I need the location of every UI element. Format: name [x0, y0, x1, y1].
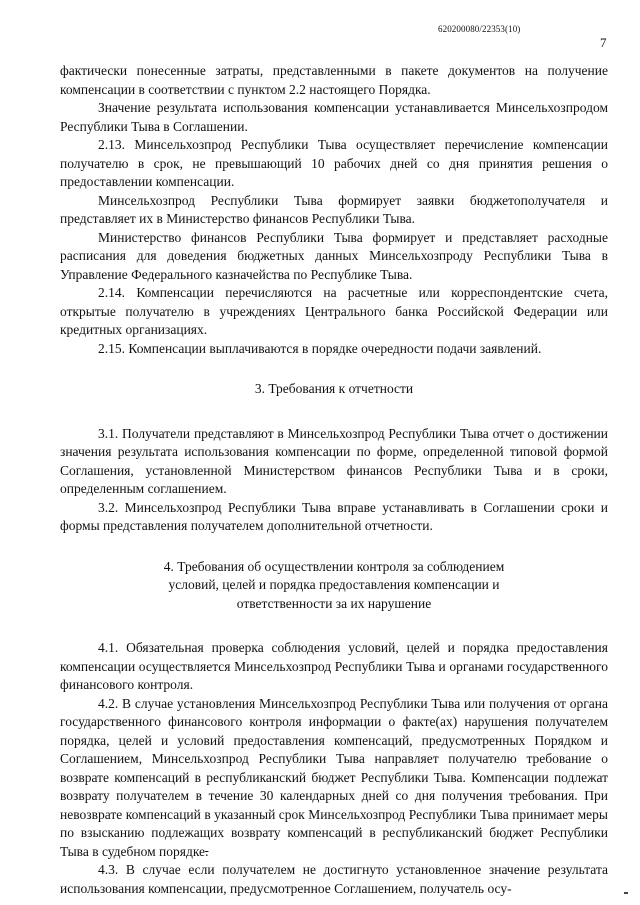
- paragraph-3-2: 3.2. Минсельхозпрод Республики Тыва вправе устанавливать в Соглашении сроки и формы представления получателем дополнительной отчетности.: [60, 499, 608, 533]
- paragraph-2-14: 2.14. Компенсации перечисляются на расчетные или корреспондентские счета, открытые получателю в учреждениях Центрального банка Российской Федерации или кредитных организациях.: [60, 285, 608, 337]
- section-4-heading-line: ответственности за их нарушение: [236, 595, 432, 611]
- spacer: [60, 399, 608, 425]
- paragraph-4-2-text: 4.2. В случае установления Минсельхозпрод Республики Тыва или получения от органа государственного финансового контроля информации о факте(ах) нарушения получателем порядка, целей и условий предоставления компенсаций, предусмотренных Порядком и Соглашением, Минсельхозпрод Республики Тыва направляет получателю требование о возврате компенсаций в республиканский бюджет Республики Тыва. Компенсации подлежат возврату получателем в течение 30 календарных дней со дня получения требования. При невозврате компенсаций в указанный срок Минсельхозпрод Республики Тыва принимает меры по взысканию подлежащих возврату компенсаций в республиканский бюджет Республики Тыва в судебном порядке: [60, 695, 608, 859]
- page-number: 7: [600, 35, 607, 50]
- section-3-heading: 3. Требования к отчетности: [254, 381, 414, 396]
- section-4-heading-line: 4. Требования об осуществлении контроля за соблюдением: [163, 558, 505, 574]
- document-id: 620200080/22353(10): [438, 24, 521, 34]
- paragraph-result-value: Значение результата использования компенсации устанавливается Минсельхозпродом Республики Тыва в Соглашении.: [60, 100, 608, 134]
- paragraph-2-15: 2.15. Компенсации выплачиваются в порядке очередности подачи заявлений.: [98, 340, 542, 356]
- document-body: [60, 62, 608, 898]
- paragraph-2-13: 2.13. Минсельхозпрод Республики Тыва осуществляет перечисление компенсации получателю в срок, не превышающий 10 рабочих дней со дня принятия решения о предоставлении компенсации.: [60, 137, 608, 189]
- paragraph-4-1: 4.1. Обязательная проверка соблюдения условий, целей и порядка предоставления компенсации осуществляется Минсельхозпрод Республики Тыва и органами государственного финансового контроля.: [60, 640, 608, 692]
- spacer: [60, 536, 608, 558]
- spacer: [60, 613, 608, 639]
- paragraph-3-1: 3.1. Получатели представляют в Минсельхозпрод Республики Тыва отчет о достижении значения результата использования компенсации по форме, определенной типовой формой Соглашения, установленной Министерством финансов Республики Тыва и в сроки, определенным соглашением.: [60, 425, 608, 496]
- paragraph-4-2: [60, 695, 608, 862]
- paragraph-continuation: фактически понесенные затраты, представленными в пакете документов на получение компенсации в соответствии с пунктом 2.2 настоящего Порядка.: [60, 63, 608, 97]
- paragraph-4-3: 4.3. В случае если получателем не достигнуто установленное значение результата использования компенсации, предусмотренное Соглашением, получатель осу-: [60, 862, 608, 896]
- paragraph-budget-requests: Минсельхозпрод Республики Тыва формирует заявки бюджетополучателя и представляет их в Министерство финансов Республики Тыва.: [60, 192, 608, 226]
- section-4-heading: [60, 558, 608, 614]
- spacer: [60, 358, 608, 380]
- section-4-heading-line: условий, целей и порядка предоставления компенсации и: [168, 577, 500, 592]
- scan-mark: [624, 892, 628, 894]
- struck-period: .: [205, 843, 209, 859]
- paragraph-finance-ministry: Министерство финансов Республики Тыва формирует и представляет расходные расписания для доведения бюджетных данных Минсельхозпроду Республики Тыва в Управление Федерального казначейства по Республике Тыва.: [60, 229, 608, 282]
